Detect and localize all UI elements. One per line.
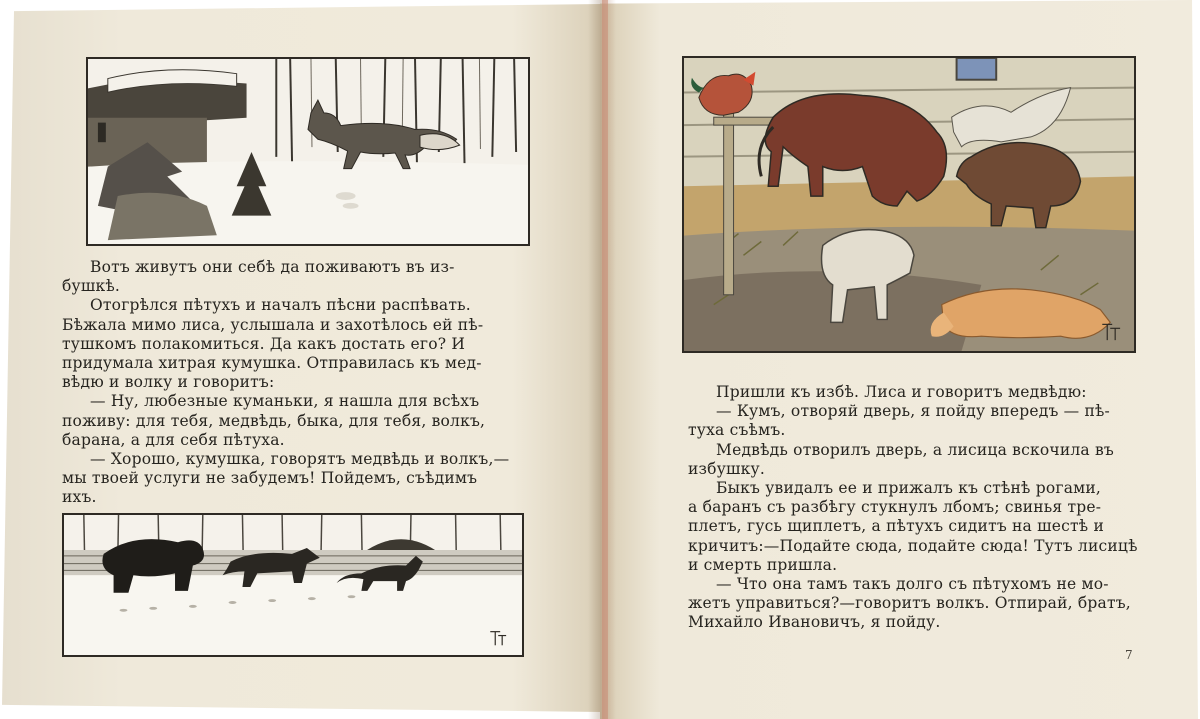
right-page-text bbox=[688, 383, 1148, 633]
text-line: и смерть пришла. bbox=[688, 555, 838, 574]
fox-winter-illustration bbox=[86, 57, 530, 246]
spine-binding bbox=[602, 0, 608, 719]
text-line: Бѣжала мимо лиса, услышала и захотѣлось ей пѣ- bbox=[62, 315, 484, 334]
text-line: Вотъ живутъ они себѣ да поживаютъ въ из- bbox=[90, 258, 455, 276]
text-line: Отогрѣлся пѣтухъ и началъ пѣсни распѣвать. bbox=[90, 296, 471, 315]
text-line: поживу: для тебя, медвѣдь, быка, для тебя, волкъ, bbox=[62, 411, 486, 430]
text-line: жетъ управиться?—говоритъ волкъ. Отпирай, братъ, bbox=[688, 594, 1131, 613]
text-line: вѣдю и волку и говоритъ: bbox=[62, 373, 275, 392]
text-line: тушкомъ полакомиться. Да какъ достать его? И bbox=[62, 334, 466, 353]
text-line: Быкъ увидалъ ее и прижалъ къ стѣнѣ рогами, bbox=[716, 479, 1102, 498]
text-line: — Кумъ, отворяй дверь, я пойду впередъ — пѣ- bbox=[716, 402, 1110, 421]
text-line: барана, а для себя пѣтуха. bbox=[62, 430, 285, 449]
text-line: Медвѣдь отворилъ дверь, а лисица вскочила въ bbox=[716, 440, 1114, 459]
page-number: 7 bbox=[1125, 648, 1133, 662]
text-line: а баранъ съ разбѣгу стукнулъ лбомъ; свинья тре- bbox=[688, 498, 1102, 517]
text-line: мы твоей услуги не забудемъ! Пойдемъ, съѣдимъ bbox=[62, 469, 478, 488]
text-line: — Ну, любезные куманьки, я нашла для всѣхъ bbox=[90, 392, 480, 411]
animals-procession-illustration bbox=[62, 513, 524, 657]
left-page-text bbox=[62, 258, 532, 508]
text-line: бушкѣ. bbox=[62, 277, 121, 296]
text-line: придумала хитрая кумушка. Отправилась къ мед- bbox=[62, 354, 482, 373]
text-line: туха съѣмъ. bbox=[688, 421, 786, 440]
text-line: плетъ, гусь щиплетъ, а пѣтухъ сидитъ на шестѣ и bbox=[688, 517, 1104, 536]
text-line: кричитъ:—Подайте сюда, подайте сюда! Тутъ лисицѣ bbox=[688, 536, 1138, 555]
text-line: избушку. bbox=[688, 459, 765, 478]
text-line: ихъ. bbox=[62, 488, 97, 507]
text-line: Михайло Ивановичъ, я пойду. bbox=[688, 613, 941, 632]
text-line: — Хорошо, кумушка, говорятъ медвѣдь и волкъ,— bbox=[90, 450, 510, 469]
text-line: — Что она тамъ такъ долго съ пѣтухомъ не мо- bbox=[716, 575, 1109, 594]
farmyard-fight-illustration bbox=[682, 56, 1136, 353]
text-line: Пришли къ избѣ. Лиса и говоритъ медвѣдю: bbox=[716, 383, 1087, 401]
